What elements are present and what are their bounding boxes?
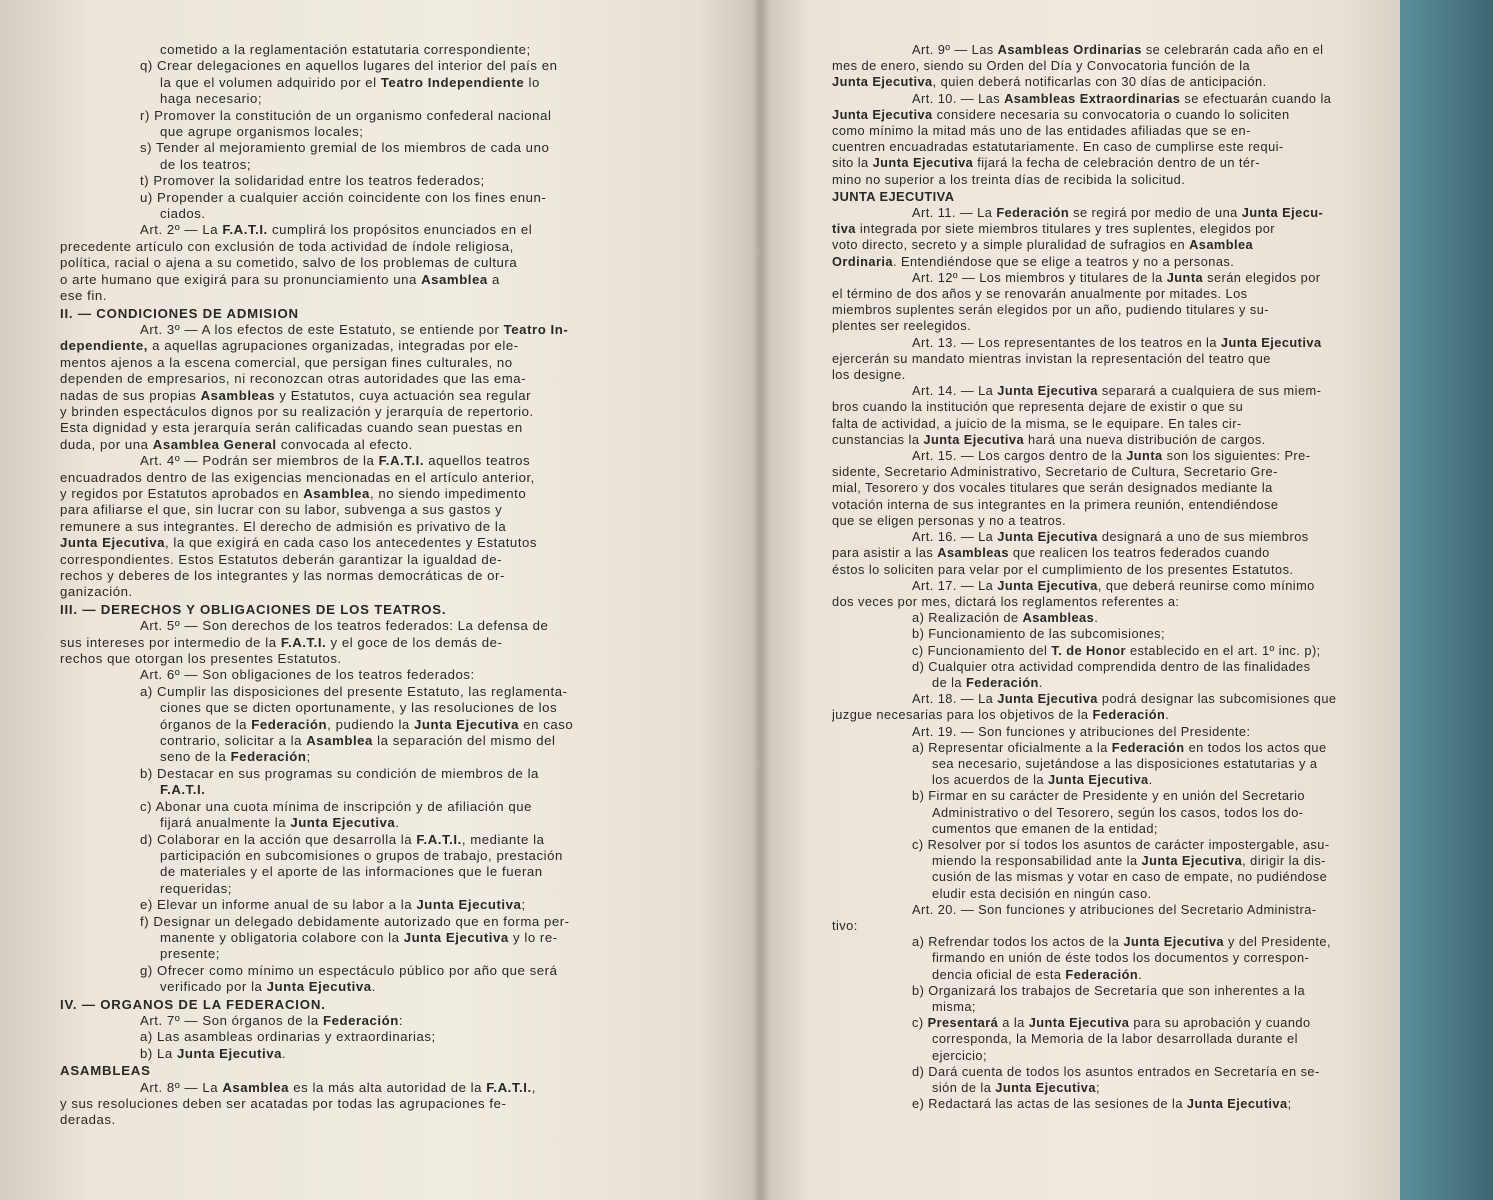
text-line: correspondientes. Estos Estatutos deberán garantizar la igualdad de-	[60, 551, 503, 567]
text-line: b) Destacar en sus programas su condición de miembros de la	[140, 765, 539, 781]
text-line: haga necesario;	[160, 91, 263, 107]
text-line: y sus resoluciones deben ser acatadas por todas las agrupaciones fe-	[60, 1096, 507, 1111]
text-line: presente;	[160, 946, 220, 962]
text-line: de la Federación.	[932, 674, 1043, 690]
text-line: cusión de las mismas y votar en caso de empate, no pudiéndose	[932, 869, 1328, 885]
left-page-text	[60, 42, 720, 1129]
text-line: b) Organizará los trabajos de Secretaría que son inherentes a la	[912, 982, 1306, 998]
text-line: Art. 4º — Podrán ser miembros de la F.A.T.I. aquellos teatros	[140, 453, 531, 469]
text-line: Art. 15. — Los cargos dentro de la Junta son los siguientes: Pre-	[912, 448, 1311, 464]
text-line: Art. 8º — La Asamblea es la más alta autoridad de la F.A.T.I.,	[140, 1079, 536, 1095]
text-line: Art. 14. — La Junta Ejecutiva separará a cualquiera de sus miem-	[912, 383, 1322, 399]
text-line: a) Las asambleas ordinarias y extraordinarias;	[140, 1029, 436, 1045]
text-line: corresponda, la Memoria de la labor desarrollada durante el	[932, 1031, 1298, 1047]
text-line: órganos de la Federación, pudiendo la Junta Ejecutiva en caso	[160, 716, 574, 732]
text-line: Art. 5º — Son derechos de los teatros federados: La defensa de	[140, 618, 549, 634]
text-line: sidente, Secretario Administrativo, Secretario de Cultura, Secretario Gre-	[832, 464, 1278, 480]
text-line: los designe.	[832, 367, 906, 383]
text-line: t) Promover la solidaridad entre los teatros federados;	[140, 173, 485, 189]
text-line: rechos y deberes de los integrantes y las normas democráticas de or-	[60, 568, 505, 583]
text-line: mino no superior a los treinta días de recibida la solicitud.	[832, 171, 1186, 187]
text-line: c) Abonar una cuota mínima de inscripción y de afiliación que	[140, 798, 533, 814]
right-page-text	[832, 42, 1376, 1112]
text-line: misma;	[932, 998, 976, 1014]
text-line: d) Cualquier otra actividad comprendida dentro de las finalidades	[912, 658, 1311, 674]
text-line: Art. 6º — Son obligaciones de los teatros federados:	[140, 667, 475, 683]
text-line: c) Resolver por sí todos los asuntos de carácter impostergable, asu-	[912, 836, 1330, 852]
text-line: los acuerdos de la Junta Ejecutiva.	[932, 772, 1153, 788]
text-line: deradas.	[60, 1112, 116, 1128]
text-line: miembros suplentes serán elegidos por un año, pudiendo titulares y su-	[832, 302, 1269, 318]
text-line: sito la Junta Ejecutiva fijará la fecha de celebración dentro de un tér-	[832, 155, 1260, 171]
text-line: dependen de empresarios, ni reconozcan otras autoridades que las ema-	[60, 371, 527, 387]
text-line: miendo la responsabilidad ante la Junta Ejecutiva, dirigir la dis-	[932, 853, 1326, 869]
text-line: Art. 11. — La Federación se regirá por medio de una Junta Ejecu-	[912, 205, 1324, 221]
text-line: cumentos que emanen de la entidad;	[932, 820, 1158, 836]
text-line: b) La Junta Ejecutiva.	[140, 1045, 287, 1061]
text-line: mentos ajenos a la escena comercial, que persigan fines culturales, no	[60, 354, 513, 370]
text-line: Art. 10. — Las Asambleas Extraordinarias se efectuarán cuando la	[912, 90, 1332, 106]
text-line: éstos lo soliciten para velar por el cumplimiento de los presentes Estatutos.	[832, 561, 1294, 577]
text-line: cunstancias la Junta Ejecutiva hará una nueva distribución de cargos.	[832, 431, 1266, 447]
text-line: encuadrados dentro de las exigencias mencionadas en el artículo anterior,	[60, 469, 535, 485]
text-line: el término de dos años y se renovarán anualmente por mitades. Los	[832, 286, 1248, 302]
text-line: Art. 18. — La Junta Ejecutiva podrá designar las subcomisiones que	[912, 691, 1337, 707]
text-line: ciados.	[160, 206, 206, 222]
text-line: Art. 20. — Son funciones y atribuciones del Secretario Administra-	[912, 901, 1317, 917]
text-line: y brinden espectáculos dignos por su realización y jerarquía de repertorio.	[60, 403, 534, 419]
text-line: verificado por la Junta Ejecutiva.	[160, 979, 376, 995]
text-line: Junta Ejecutiva, la que exigirá en cada caso los antecedentes y Estatutos	[60, 535, 538, 551]
text-line: Ordinaria. Entendiéndose que se elige a teatros y no a personas.	[832, 253, 1235, 269]
text-line: o arte humano que exigirá para su pronunciamiento una Asamblea a	[60, 271, 500, 287]
text-line: tivo:	[832, 917, 858, 933]
right-page	[760, 0, 1400, 1200]
text-line: sea necesario, sujetándose a las disposiciones estatutarias y a	[932, 755, 1318, 771]
text-line: a) Representar oficialmente a la Federación en todos los actos que	[912, 739, 1327, 755]
text-line: d) Colaborar en la acción que desarrolla la F.A.T.I., mediante la	[140, 831, 545, 847]
text-line: dos veces por mes, dictará los reglamentos referentes a:	[832, 593, 1180, 609]
text-line: tiva integrada por siete miembros titulares y tres suplentes, elegidos por	[832, 221, 1276, 237]
text-line: Junta Ejecutiva considere necesaria su convocatoria o cuando lo soliciten	[832, 106, 1290, 122]
text-line: requeridas;	[160, 880, 233, 896]
text-line: fijará anualmente la Junta Ejecutiva.	[160, 815, 400, 831]
text-line: Art. 9º — Las Asambleas Ordinarias se celebrarán cada año en el	[912, 42, 1324, 57]
text-line: manente y obligatoria colabore con la Junta Ejecutiva y lo re-	[160, 929, 558, 945]
text-line: a) Realización de Asambleas.	[912, 610, 1099, 626]
text-line: F.A.T.I.	[160, 782, 206, 798]
text-line: e) Elevar un informe anual de su labor a la Junta Ejecutiva;	[140, 897, 526, 913]
text-line: eludir esta decisión en ningún caso.	[932, 885, 1152, 901]
text-line: como mínimo la mitad más uno de las entidades afiliadas que se en-	[832, 123, 1251, 139]
text-line: mial, Tesorero y dos vocales titulares que serán designados mediante la	[832, 480, 1273, 496]
text-line: Art. 16. — La Junta Ejecutiva designará a uno de sus miembros	[912, 529, 1309, 545]
text-line: remunere a sus integrantes. El derecho de admisión es privativo de la	[60, 518, 507, 534]
section-heading: II. — CONDICIONES DE ADMISION	[60, 305, 299, 321]
text-line: falta de actividad, a juicio de la misma, se le equipare. En tales cir-	[832, 415, 1242, 431]
text-line: voto directo, secreto y a simple pluralidad de sufragios en Asamblea	[832, 237, 1254, 253]
text-line: s) Tender al mejoramiento gremial de los miembros de cada uno	[140, 140, 550, 156]
text-line: cometido a la reglamentación estatutaria correspondiente;	[160, 42, 531, 57]
text-line: que se eligen personas y no a teatros.	[832, 512, 1067, 528]
text-line: sión de la Junta Ejecutiva;	[932, 1080, 1100, 1095]
text-line: rechos que otorgan los presentes Estatutos.	[60, 651, 342, 667]
text-line: c) Funcionamiento del T. de Honor establecido en el art. 1º inc. p);	[912, 642, 1321, 658]
text-line: Junta Ejecutiva, quien deberá notificarlas con 30 días de anticipación.	[832, 74, 1267, 90]
text-line: cuentren encuadradas estatutariamente. En caso de cumplirse este requi-	[832, 139, 1284, 155]
text-line: r) Promover la constitución de un organismo confederal nacional	[140, 107, 552, 123]
text-line: para asistir a las Asambleas que realicen los teatros federados cuando	[832, 545, 1270, 561]
text-line: Art. 17. — La Junta Ejecutiva, que deberá reunirse como mínimo	[912, 577, 1315, 593]
text-line: Art. 19. — Son funciones y atribuciones del Presidente:	[912, 723, 1251, 739]
text-line: Art. 3º — A los efectos de este Estatuto, se entiende por Teatro In-	[140, 321, 569, 337]
text-line: votación interna de sus integrantes en la primera reunión, entendiéndose	[832, 496, 1279, 512]
text-line: b) Funcionamiento de las subcomisiones;	[912, 626, 1165, 642]
text-line: Administrativo o del Tesorero, según los casos, todos los do-	[932, 804, 1304, 820]
text-line: dependiente, a aquellas agrupaciones organizadas, integradas por ele-	[60, 338, 519, 354]
text-line: de materiales y el aporte de las informaciones que le fueran	[160, 864, 543, 880]
text-line: f) Designar un delegado debidamente autorizado que en forma per-	[140, 913, 570, 929]
text-line: firmando en unión de éste todos los documentos y correspon-	[932, 950, 1310, 966]
section-heading: ASAMBLEAS	[60, 1063, 151, 1079]
text-line: nadas de sus propias Asambleas y Estatutos, cuya actuación sea regular	[60, 387, 532, 403]
text-line: Art. 13. — Los representantes de los teatros en la Junta Ejecutiva	[912, 334, 1322, 350]
text-line: c) Presentará a la Junta Ejecutiva para su aprobación y cuando	[912, 1015, 1311, 1031]
text-line: juzgue necesarias para los objetivos de la Federación.	[832, 707, 1170, 723]
text-line: mes de enero, siendo su Orden del Día y Convocatoria función de la	[832, 58, 1251, 74]
text-line: bros cuando la institución que representa dejare de existir o que su	[832, 399, 1244, 415]
text-line: a) Refrendar todos los actos de la Junta Ejecutiva y del Presidente,	[912, 934, 1331, 950]
text-line: seno de la Federación;	[160, 749, 311, 765]
text-line: b) Firmar en su carácter de Presidente y en unión del Secretario	[912, 788, 1305, 804]
text-line: la que el volumen adquirido por el Teatro Independiente lo	[160, 74, 540, 90]
text-line: ciones que se dicten oportunamente, y las resoluciones de los	[160, 700, 558, 716]
text-line: que agrupe organismos locales;	[160, 124, 364, 140]
section-heading: JUNTA EJECUTIVA	[832, 188, 955, 204]
text-line: plentes ser reelegidos.	[832, 318, 972, 334]
text-line: Art. 7º — Son órganos de la Federación:	[140, 1012, 404, 1028]
page-fold	[752, 0, 770, 1200]
text-line: g) Ofrecer como mínimo un espectáculo público por año que será	[140, 962, 558, 978]
text-line: Art. 12º — Los miembros y titulares de la Junta serán elegidos por	[912, 269, 1321, 285]
text-line: precedente artículo con exclusión de toda actividad de índole religiosa,	[60, 238, 514, 254]
text-line: contrario, solicitar a la Asamblea la separación del mismo del	[160, 733, 556, 749]
text-line: q) Crear delegaciones en aquellos lugares del interior del país en	[140, 58, 558, 74]
text-line: y regidos por Estatutos aprobados en Asamblea, no siendo impedimento	[60, 485, 527, 501]
text-line: Esta dignidad y esta jerarquía serán calificadas cuando sean puestas en	[60, 420, 523, 436]
text-line: duda, por una Asamblea General convocada al efecto.	[60, 436, 413, 452]
text-line: ese fin.	[60, 288, 107, 304]
text-line: a) Cumplir las disposiciones del presente Estatuto, las reglamenta-	[140, 683, 568, 699]
text-line: ejercerán su mandato mientras invistan la representación del teatro que	[832, 350, 1271, 366]
text-line: para afiliarse el que, sin lucrar con su labor, subvenga a sus gastos y	[60, 502, 503, 518]
text-line: e) Redactará las actas de las sesiones de la Junta Ejecutiva;	[912, 1096, 1292, 1112]
text-line: Art. 2º — La F.A.T.I. cumplirá los propósitos enunciados en el	[140, 222, 533, 238]
section-heading: III. — DERECHOS Y OBLIGACIONES DE LOS TEATROS.	[60, 601, 447, 617]
text-line: de los teatros;	[160, 156, 252, 172]
text-line: ejercicio;	[932, 1047, 987, 1063]
text-line: u) Propender a cualquier acción coincidente con los fines enun-	[140, 189, 547, 205]
text-line: ganización.	[60, 584, 133, 600]
text-line: política, racial o ajena a su cometido, salvo de los problemas de cultura	[60, 255, 518, 271]
text-line: d) Dará cuenta de todos los asuntos entrados en Secretaría en se-	[912, 1063, 1320, 1079]
text-line: sus intereses por intermedio de la F.A.T.I. y el goce de los demás de-	[60, 634, 503, 650]
text-line: dencia oficial de esta Federación.	[932, 966, 1143, 982]
section-heading: IV. — ORGANOS DE LA FEDERACION.	[60, 996, 326, 1012]
text-line: participación en subcomisiones o grupos de trabajo, prestación	[160, 847, 563, 863]
